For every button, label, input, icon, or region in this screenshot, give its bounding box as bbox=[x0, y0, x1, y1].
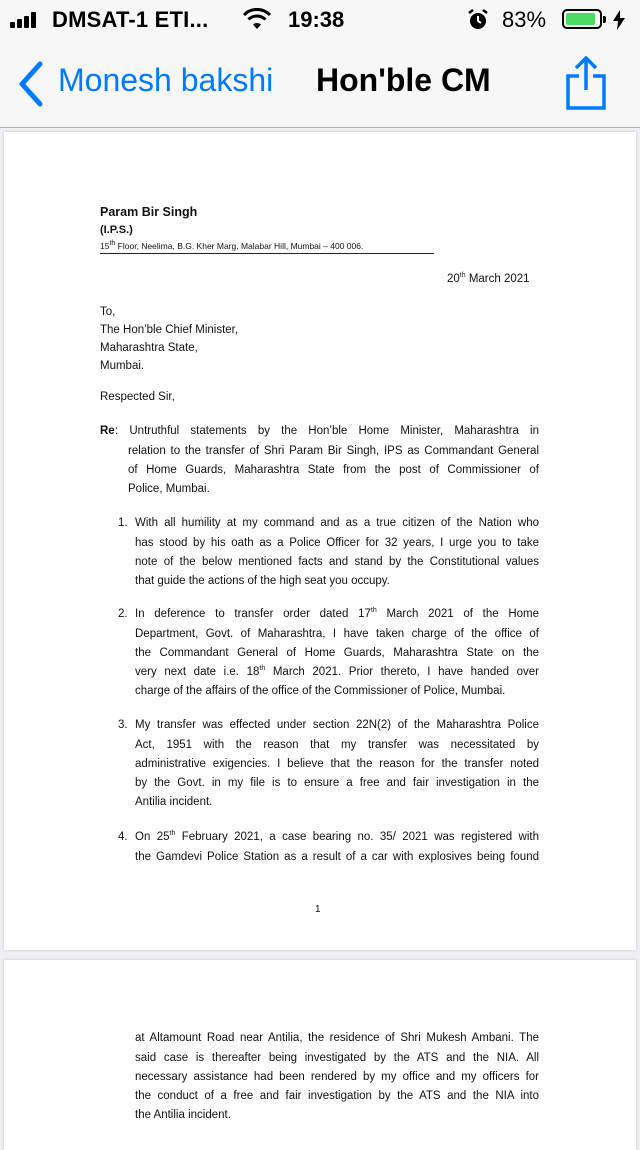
paragraph-line: My transfer was effected under section 22N(2) of the Maharashtra Police bbox=[135, 719, 539, 731]
chevron-left-icon[interactable] bbox=[16, 60, 46, 108]
page-title: Hon'ble CM bbox=[316, 62, 491, 98]
paragraph-line: Act, 1951 with the reason that my transfer was necessitated by bbox=[135, 739, 539, 751]
recipient-line: Maharashtra State, bbox=[100, 342, 198, 354]
alarm-icon bbox=[466, 8, 490, 32]
salutation: Respected Sir, bbox=[100, 391, 175, 403]
paragraph-line: has stood by his oath as a Police Officer for 32 years, I urge you to take bbox=[135, 537, 539, 549]
paragraph-line: said case is thereafter being investigated by the ATS and the NIA. All bbox=[135, 1052, 539, 1064]
paragraph-line: Antilia incident. bbox=[135, 796, 213, 808]
paragraph-line: In deference to transfer order dated 17th March 2021 of the Home bbox=[135, 607, 540, 620]
paragraph-line: With all humility at my command and as a true citizen of the Nation who bbox=[135, 517, 539, 529]
paragraph-line: that guide the actions of the high seat you occupy. bbox=[135, 575, 390, 587]
paragraph-line: very next date i.e. 18th March 2021. Prior thereto, I have handed over bbox=[135, 665, 539, 678]
re-line: of Home Guards, Maharashtra State from the post of Commissioner of bbox=[128, 464, 539, 476]
paragraph-number: 2. bbox=[118, 608, 128, 620]
paragraph-line: the Commandant General of Home Guards, Maharashtra State on the bbox=[135, 647, 539, 659]
navigation-bar bbox=[0, 40, 640, 128]
document-page-2[interactable] bbox=[4, 960, 636, 1150]
carrier-name: DMSAT-1 ETI... bbox=[52, 7, 209, 32]
back-button[interactable]: Monesh bakshi bbox=[58, 62, 274, 98]
paragraph-number: 3. bbox=[118, 719, 128, 731]
status-bar bbox=[0, 0, 640, 40]
paragraph-line: necessary assistance had been rendered by my office and my officers for bbox=[135, 1071, 539, 1083]
wifi-icon bbox=[242, 8, 272, 30]
to-label: To, bbox=[100, 306, 116, 318]
paragraph-line: charge of the affairs of the office of the Commissioner of Police, Mumbai. bbox=[135, 685, 506, 697]
sender-address: 15th Floor, Neelima, B.G. Kher Marg, Malabar Hill, Mumbai – 400 006. bbox=[100, 240, 434, 254]
paragraph-line: On 25th February 2021, a case bearing no. 35/ 2021 was registered with bbox=[135, 830, 539, 843]
letter-date: 20th March 2021 bbox=[447, 272, 530, 285]
document-page-1[interactable] bbox=[4, 132, 636, 950]
charging-bolt-icon bbox=[613, 10, 625, 30]
battery-icon bbox=[562, 9, 602, 29]
share-icon[interactable] bbox=[562, 54, 610, 112]
clock-time: 19:38 bbox=[288, 7, 345, 32]
sender-service: (I.P.S.) bbox=[100, 224, 133, 236]
re-line: relation to the transfer of Shri Param Bir Singh, IPS as Commandant General bbox=[128, 445, 539, 457]
paragraph-line: by the Govt. in my file is to ensure a free and fair investigation in the bbox=[135, 777, 539, 789]
paragraph-line: note of the below mentioned facts and stand by the Constitutional values bbox=[135, 556, 539, 568]
re-line: Police, Mumbai. bbox=[128, 483, 210, 495]
sender-name: Param Bir Singh bbox=[100, 205, 198, 219]
re-line: : Untruthful statements by the Hon’ble Home Minister, Maharashtra in bbox=[115, 425, 539, 437]
paragraph-line: administrative exigencies. I believe that the reason for the transfer noted bbox=[135, 758, 539, 770]
paragraph-line: the conduct of a free and fair investigation by the ATS and the NIA into bbox=[135, 1090, 539, 1102]
paragraph-number: 4. bbox=[118, 831, 128, 843]
page-number: 1 bbox=[315, 904, 321, 915]
paragraph-line: at Altamount Road near Antilia, the residence of Shri Mukesh Ambani. The bbox=[135, 1032, 539, 1044]
battery-percentage: 83% bbox=[502, 7, 547, 32]
paragraph-number: 1. bbox=[118, 517, 128, 529]
recipient-line: The Hon’ble Chief Minister, bbox=[100, 324, 239, 336]
paragraph-line: the Gamdevi Police Station as a result of a car with explosives being found bbox=[135, 851, 539, 863]
paragraph-line: Department, Govt. of Maharashtra, I have taken charge of the office of bbox=[135, 628, 539, 640]
paragraph-line: the Antilia incident. bbox=[135, 1109, 231, 1121]
re-label: Re bbox=[100, 425, 115, 437]
recipient-line: Mumbai. bbox=[100, 360, 145, 372]
